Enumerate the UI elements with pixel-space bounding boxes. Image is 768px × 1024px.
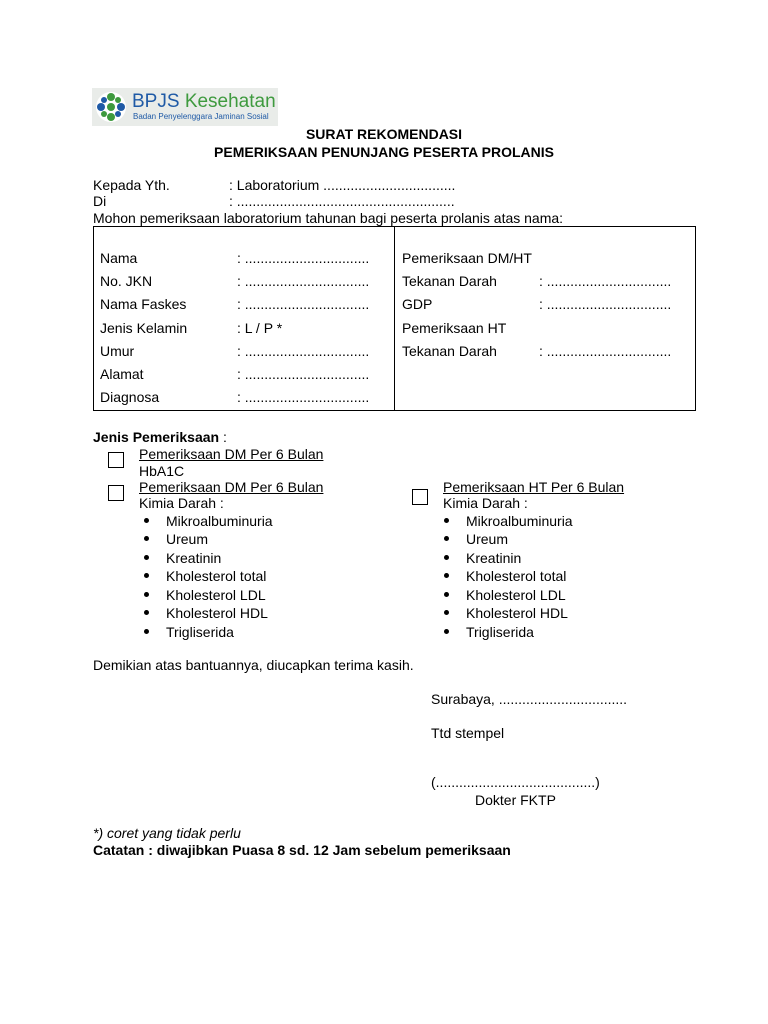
list-item: Ureum [466,531,509,547]
field-value: : ................................ [237,366,370,382]
list-item: Kholesterol total [466,568,567,584]
bullet-icon [444,555,449,560]
checkbox-dm-kimia[interactable] [108,485,124,501]
list-item: Trigliserida [166,624,234,640]
bullet-icon [144,518,149,523]
request-text: Mohon pemeriksaan laboratorium tahunan bagi peserta prolanis atas nama: [93,210,564,226]
catatan-note: Catatan : diwajibkan Puasa 8 sd. 12 Jam sebelum pemeriksaan [93,842,511,858]
field-label: No. JKN [100,273,153,289]
bullet-icon [144,592,149,597]
bullet-icon [144,629,149,634]
thanks-text: Demikian atas bantuannya, diucapkan terima kasih. [93,657,414,673]
field-label: Umur [100,343,135,359]
list-item: Kholesterol LDL [166,587,266,603]
field-value: : ................................ [237,389,370,405]
field-value: : ................................ [237,343,370,359]
signer-title: Dokter FKTP [475,792,556,808]
coret-note: *) coret yang tidak perlu [93,825,241,841]
checkbox-dm-hba1c[interactable] [108,452,124,468]
list-item: Kreatinin [466,550,522,566]
bullet-icon [444,592,449,597]
bullet-icon [444,518,449,523]
table-divider [394,226,395,411]
field-value: : ................................ [237,250,370,266]
di-value: : ........................................................ [229,193,455,209]
exam-dm-ht-heading: Pemeriksaan DM/HT [402,250,532,266]
bullet-icon [444,573,449,578]
list-item: Mikroalbuminuria [166,513,273,529]
dm-hba1c-title: Pemeriksaan DM Per 6 Bulan [139,446,324,462]
list-item: Kholesterol HDL [166,605,268,621]
signature-line: (.........................................) [431,774,600,790]
bullet-icon [444,629,449,634]
list-item: Kholesterol HDL [466,605,568,621]
checkbox-ht-kimia[interactable] [412,489,428,505]
kepada-label: Kepada Yth. [93,177,170,193]
bpjs-logo [92,88,278,126]
field-value: : L / P * [237,320,283,336]
gdp-label: GDP [402,296,433,312]
list-item: Trigliserida [466,624,534,640]
td1-value: : ................................ [539,273,672,289]
ht-kimia-title: Pemeriksaan HT Per 6 Bulan [443,479,625,495]
list-item: Mikroalbuminuria [466,513,573,529]
dm-kimia-title: Pemeriksaan DM Per 6 Bulan [139,479,324,495]
ttd-stempel: Ttd stempel [431,725,505,741]
bullet-icon [144,536,149,541]
bullet-icon [444,536,449,541]
bullet-icon [144,610,149,615]
list-item: Kholesterol LDL [466,587,566,603]
logo-subtitle: Badan Penyelenggara Jaminan Sosial [133,112,269,121]
td1-label: Tekanan Darah [402,273,497,289]
bullet-icon [144,555,149,560]
field-label: Nama Faskes [100,296,187,312]
field-value: : ................................ [237,296,370,312]
document-title: SURAT REKOMENDASI [305,126,463,142]
td2-value: : ................................ [539,343,672,359]
di-label: Di [93,193,107,209]
logo-title: BPJS Kesehatan [132,91,276,112]
exam-type-heading: Jenis Pemeriksaan : [93,429,227,445]
list-item: Kreatinin [166,550,222,566]
list-item: Ureum [166,531,209,547]
place-date: Surabaya, ................................. [431,691,628,707]
td2-label: Tekanan Darah [402,343,497,359]
field-value: : ................................ [237,273,370,289]
kepada-value: : Laboratorium .................................. [229,177,456,193]
bpjs-emblem-icon [95,91,127,123]
bullet-icon [144,573,149,578]
field-label: Nama [100,250,138,266]
dm-hba1c-item: HbA1C [139,463,185,479]
bullet-icon [444,610,449,615]
field-label: Diagnosa [100,389,160,405]
gdp-value: : ................................ [539,296,672,312]
list-item: Kholesterol total [166,568,267,584]
exam-ht-heading: Pemeriksaan HT [402,320,507,336]
document-subtitle: PEMERIKSAAN PENUNJANG PESERTA PROLANIS [214,144,554,160]
field-label: Alamat [100,366,144,382]
field-label: Jenis Kelamin [100,320,188,336]
ht-kimia-subtitle: Kimia Darah : [443,495,528,511]
dm-kimia-subtitle: Kimia Darah : [139,495,224,511]
